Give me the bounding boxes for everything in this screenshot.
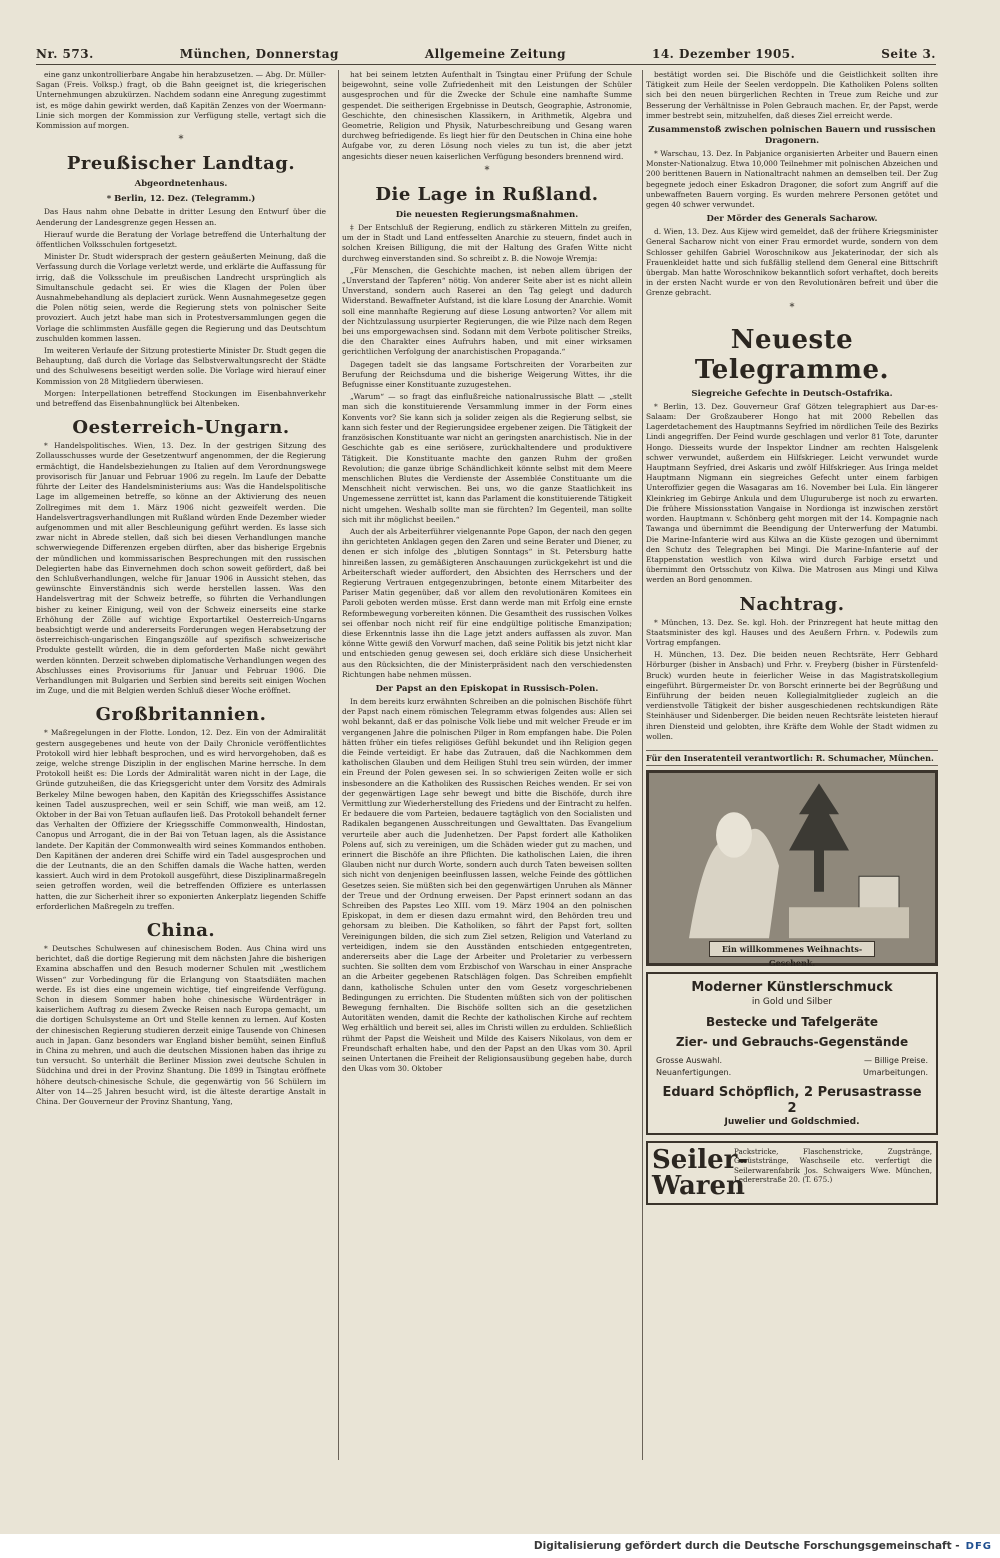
illustration-caption: Ein willkommenes Weihnachts-Geschenk.: [709, 941, 875, 957]
paragraph: In dem bereits kurz erwähnten Schreiben an die polnischen Bischöfe führt der Papst nach einem römischen Telegramm etwas folgendes aus: Allen sei wohl bekannt, daß er das polnische Volk liebe und mit welcher Freude er im vergangenen Jahre die polnischen Pilger in Rom empfangen habe. Die Polen hätten früher ein tiefes religiöses Gefühl bekundet und ihn Religion gegen die Feinde verteidigt. Er habe das Zutrauen, daß die Nachkommen dem katholischen Glauben und dem Heiligen Stuhl treu sein würden, der immer ein Freund der Polen gewesen sei. In so schwierigen Zeiten wolle er sich insbesondere an die Katholiken des Russischen Reiches wenden. Er sei von der gegenwärtigen Lage sehr bewegt und bitte die Bischöfe, durch ihre Vermittlung zur Wiederherstellung des Friedens und der Eintracht zu helfen. Er bedauere die vom Parteien, bedauere tagtäglich von den Socialisten und Radikalen begangenen Ausschreitungen und Gewalttaten. Das Evangelium verurteile aber auch die Judenhetzen. Der Papst fordert alle Katholiken Polens auf, sich zu vereinigen, um die Schäden wieder gut zu machen, und erinnert die Bischöfe an ihre Pflichten. Die katholischen Laien, die ihren Glauben nicht nur durch Worte, sondern auch durch Taten beweisen sollten sich nicht von denjenigen beeinflussen lassen, welche Feinde des göttlichen Gesetzes seien. Sie müßten sich bei den gegenwärtigen Unruhen als Männer der Treue und der Ordnung erweisen. Der Papst erinnert sodann an das Schreiben des Papstes Leo XIII. vom 19. März 1904 an den polnischen Episkopat, in dem er diesen dazu ermahnt wird, den Behörden treu und gehorsam zu bleiben. Die Katholiken, so fährt der Papst fort, sollten Vereinigungen bilden, die sich zum Ziel setzen, Religion und Vaterland zu verteidigen, indem sie den Ausständen entschieden entgegentreten, andererseits aber die Lage der Arbeiter und Proletarier zu verbessern suchten. Sie sollten dem vom Erzbischof von Warschau in einer Ansprache an die Arbeiter gegebenen Ratschlägen folgen. Das Schreiben empfiehlt dann, katholische Schulen unter den vom Gesetz vorgeschriebenen Bedingungen zu errichten. Die Studenten müßten sich von der politischen Bewegung fernhalten. Die Bischöfe sollten sich an die gesetzlichen Autoritäten wenden, damit die Rechte der katholischen Kirche auf rechtem Weg erhältlich und bereit sei, alles im Christi willen zu erdulden. Schließlich rühmt der Papst die Weisheit und Milde des Kaisers Nikolaus, von dem er Freundschaft erhalten habe, und den der Papst an den Ukas vom 30. April seinen Untertanen die Freiheit der Religionsausübung gegeben habe, durch den Ukas vom 30. Oktober: [342, 696, 632, 1074]
ad-line: in Gold und Silber: [751, 997, 833, 1008]
ad-detail: Umarbeitungen.: [863, 1068, 928, 1078]
paragraph: Dagegen tadelt sie das langsame Fortschreiten der Vorarbeiten zur Berufung der Reichsduma und die bisherige Weigerung Wittes, ihr die Befugnisse einer Konstituante zuzugestehen.: [342, 359, 632, 390]
paragraph: d. Wien, 13. Dez. Aus Kijew wird gemeldet, daß der frühere Kriegsminister General Sacharow nicht von einer Frau ermordet wurde, sondern von dem Schlosser gehilfen Gabriel Woroschnikow aus Jekaterinodar, der sich als Frauenkleidet hatte und sich fußfällig stellend dem General eine Bittschrift übergab. Man hatte Woroschnikow bekanntlich sofort verhaftet, doch bereits in der ersten Nacht wurde er von den Revolutionären befreit und über die Grenze gebracht.: [646, 227, 938, 298]
section-title: Neueste Telegramme.: [694, 324, 890, 385]
section-title: Die Lage in Rußland.: [375, 184, 599, 206]
ad-detail: — Billige Preise.: [863, 1056, 928, 1066]
digitization-footer: [0, 1534, 1000, 1558]
separator-star: *: [178, 134, 184, 146]
ad-tagline: Juwelier und Goldschmied.: [724, 1116, 860, 1127]
section-subtitle: Die neuesten Regierungsmaßnahmen.: [395, 210, 579, 221]
newspaper-name: Allgemeine Zeitung: [424, 47, 567, 61]
paragraph: eine ganz unkontrollierbare Angabe hin herabzusetzen. — Abg. Dr. Müller-Sagan (Freis. Volksp.) fragt, ob die Bahn geeignet ist, die kriegerischen Unternehmungen abzukürzen. Nachdem sodann eine Anregung zugestimmt ist, es möge dahin gewirkt werden, daß Kapitän Zenzes von der Woermann-Linie sich morgen der Kommission zur Verfügung stelle, vertagt sich die Kommission auf morgen.: [36, 70, 326, 131]
ad-line: Zier- und Gebrauchs-Gegenstände: [675, 1035, 909, 1050]
ad-headline: Moderner Künstlerschmuck: [691, 980, 893, 996]
column-1: [36, 70, 326, 1460]
separator-star: *: [789, 301, 795, 313]
ad-company: Eduard Schöpflich, 2 Perusastrasse 2: [662, 1084, 922, 1116]
column-3: [646, 70, 938, 1460]
running-head: [36, 44, 936, 65]
paragraph: H. München, 13. Dez. Die beiden neuen Rechtsräte, Herr Gebhard Hörburger (bisher in Ansbach) und Frhr. v. Freyberg (bisher in Fürstenfeld-Bruck) wurden heute in feierlicher Weise in das Magistratskollegium eingeführt. Bürgermeister Dr. von Borscht erinnerte bei der Begrüßung und Einführung der beiden neuen Kollegialmitglieder zugleich an die verdienstvolle Tätigkeit der bisher ausgeschiedenen rechtskundigen Räte Steinhäuser und Sidenberger. Die beiden neuen Rechtsräte leisteten hierauf ihren Diensteid und gelobten, ihre Kräfte dem Wohle der Stadt widmen zu wollen.: [646, 650, 938, 741]
ad-detail: Neuanfertigungen.: [656, 1068, 732, 1078]
paragraph: hat bei seinem letzten Aufenthalt in Tsingtau einer Prüfung der Schule beigewohnt, seine volle Zufriedenheit mit den Leistungen der Schüler ausgesprochen und für die Zwecke der Schule eine namhafte Summe gespendet. Die seitherigen Ergebnisse in Deutsch, Geographie, Astronomie, Geschichte, den chinesischen Klassikern, in Arithmetik, Algebra und Geometrie, Religion und Physik, Naturbeschreibung und Gesang waren durchweg befriedigende. Es liegt hier für den Deutschen in China eine hohe Aufgabe vor, zu deren Lösung noch vieles zu tun ist, die aber jetzt angesichts dieser neuen kaiserlichen Verfügung besonders brennend wird.: [342, 70, 632, 161]
section-title: Preußischer Landtag.: [66, 153, 296, 175]
ad-logo: [652, 1144, 749, 1201]
ad-logo-line: Waren: [652, 1170, 745, 1201]
paragraph: „Warum“ — so fragt das einflußreiche nationalrussische Blatt — „stellt man sich die konstituierende Versammlung immer in der Form eines Konvents vor? Sie kann sich ja solider zeigen als die Regierung selbst, sie kann sich fester und der Regierungsidee ergebener zeigen. Die Tätigkeit der französischen Konstituante war nicht an geringsten anarchistisch. Nie in der Geschichte gab es eine seriösere, zurückhaltendere und produktivere Tätigkeit. Die Konstituante machte den ganzen Ruhm der großen Revolution; die ganze übrige Schändlichkeit könnte selbst mit dem Meere menschlichen Blutes die Verdienste der Assemblée Constituante um die Menschheit nicht verwischen. Bei uns, wo die ganze Staatlichkeit ins Ungemessene zerrüttet ist, kann das Parlament die konstituierende Tätigkeit nicht umgehen. Weshalb sollte man sie fürchten? Im Gegenteil, man sollte sich mit ihr möglichst beeilen.“: [342, 392, 632, 524]
dfg-logo-text: DFG: [965, 1540, 992, 1552]
section-title: Oesterreich-Ungarn.: [72, 417, 290, 439]
paragraph: * Maßregelungen in der Flotte. London, 12. Dez. Ein von der Admiralität gestern ausgegebenes und heute von der Daily Chronicle veröffentlichtes Protokoll wird hier lebhaft besprochen, und es wird hervorgehoben, daß es zeige, welche strenge Disziplin in der englischen Marine herrsche. In dem Protokoll heißt es: Die Lords der Admiralität waren nicht in der Lage, die Gründe gutzuheißen, die das Kriegsgericht unter dem Vorsitz des Admirals Berkeley Milne bewogen haben, den Kapitän des Kriegsschiffes Assistance keinen Tadel auszusprechen, weil er sein Schiff, wie man weiß, am 12. Oktober in der Bai von Tetuan auflaufen ließ. Das Protokoll behandelt ferner das Verhalten der Offiziere der Kriegsschiffe Commonwealth, Hindostan, Canopus und Arrogant, die in der Bai von Tetuan lagen, als die Assistance landete. Der Kapitän der Commonwealth wird seines Kommandos enthoben. Den Kapitänen der anderen drei Schiffe wird ein Tadel ausgesprochen und die der Leutnants, die an den Schiffen damals die Wache hatten, werden kassiert. Auch wird in dem Protokoll ausgeführt, diese Disziplinarmaßregeln seien getroffen worden, weil die betreffenden Offiziere es unterlassen hatten, die zur Sicherheit ihrer so exponierten Ankerplatz liegenden Schiffe erforderlichen Maßregeln zu treffen.: [36, 728, 326, 911]
paragraph: Hierauf wurde die Beratung der Vorlage betreffend die Unterhaltung der öffentlichen Volksschulen fortgesetzt.: [36, 229, 326, 250]
section-subtitle: Abgeordnetenhaus.: [134, 179, 228, 190]
column-rule: [642, 70, 643, 1460]
column-2: [342, 70, 632, 1460]
ad-details-row: [656, 1056, 928, 1066]
paragraph: Minister Dr. Studt widersprach der gestern geäußerten Meinung, daß die Verfassung durch die Vorlage verletzt werde, und erklärte die Auffassung für irrig, daß die Volksschule im preußischen Landrecht ursprünglich als Simultanschule gedacht sei. Er wies die Klagen der Polen über Ausnahmebehandlung als deplaciert zurück. Wenn Ausnahmegesetze gegen die Polen nötig seien, werde die Regierung stets von polnischer Seite provoziert. Auch jetzt habe man sich in Protestversammlungen gegen die Vorlage die schlimmsten Ausfälle gegen die Regierung und das Deutschtum zuschulden kommen lassen.: [36, 252, 326, 343]
paragraph: bestätigt worden sei. Die Bischöfe und die Geistlichkeit sollten ihre Tätigkeit zum Heile der Seelen verdoppeln. Die Katholiken Polens sollten sich bei den neuen bürgerlichen Rechten in Treue zum Reiche und zur Besserung der Verhältnisse in Polen Gebrauch machen. Er, der Papst, werde immer bestrebt sein, mitzuhelfen, daß dieses Ziel erreicht werde.: [646, 70, 938, 120]
paragraph: * Warschau, 13. Dez. In Pabjanice organisierten Arbeiter und Bauern einen Monster-Nationalzug. Etwa 10,000 Teilnehmer mit polnischen Abzeichen und 200 berittenen Bauern in Nationaltracht nahmen an demselben teil. Der Zug begegnete jedoch einer Eskadron Dragoner, die sofort zum Angriff auf die unbewaffneten Bauern vorging. Es wurden mehrere Personen getötet und gegen 40 schwer verwundet.: [646, 149, 938, 210]
imprint-line: Für den Inseratenteil verantwortlich: R. Schumacher, München.: [646, 750, 938, 766]
advertisement-illustration: [646, 770, 938, 969]
dfg-logo-icon: [966, 1541, 992, 1552]
separator-star: *: [484, 164, 490, 176]
section-title: China.: [146, 920, 216, 942]
place-day: München, Donnerstag: [179, 47, 339, 61]
section-subtitle: Der Papst an den Episkopat in Russisch-Polen.: [375, 683, 599, 694]
section-subtitle: Siegreiche Gefechte in Deutsch-Ostafrika.: [691, 388, 893, 399]
section-subtitle: Zusammenstoß zwischen polnischen Bauern und russischen Dragonern.: [648, 125, 936, 147]
paragraph: „Für Menschen, die Geschichte machen, ist neben allem übrigen der „Unverstand der Tapferen“ nötig. Von anderer Seite aber ist es nicht allein Unverstand, sondern auch Raserei an den Tag gelegt und dadurch Widerstand. Bewaffneter Aufstand, ist die klare Losung der Anarchie. Womit soll eine mannhafte Regierung auf diese Losung antworten? Vor allem mit der Nichtzulassung usurpierter Regierungen, die wie Pilze nach dem Regen bei uns emporgewachsen sind. Sodann mit dem Verbote politischer Streiks, die den Charakter eines Aufruhrs haben, und mit einer wirksamen gerichtlichen Verfolgung der anarchistischen Propaganda.“: [342, 265, 632, 357]
ad-line: Bestecke und Tafelgeräte: [705, 1015, 879, 1030]
paragraph: Das Haus nahm ohne Debatte in dritter Lesung den Entwurf über die Aenderung der Landesgrenze gegen Hessen an.: [36, 207, 326, 227]
dateline: * Berlin, 12. Dez. (Telegramm.): [106, 194, 256, 205]
section-title: Großbritannien.: [95, 704, 267, 726]
column-rule: [338, 70, 339, 1460]
paragraph: Auch der als Arbeiterführer vielgenannte Pope Gapon, der nach den gegen ihn gerichteten Anklagen gegen den Zaren und seine Berater und Diener, zu denen er sich infolge des „blutigen Sonntags“ in St. Petersburg hatte hinreißen lassen, zu gemäßigteren Anschauungen zurückgekehrt ist und die Arbeiterschaft wieder auffordert, den Absichten des Herrschers und der Regierung Vertrauen entgegenzubringen, betonte einem Mitarbeiter des Pariser Matin gegenüber, daß vor allem den revolutionären Komitees ein Paroli geboten werden müsse. Erst dann werde man mit Erfolg eine ernste Reformbewegung vorbereiten können. Die Gesamtheit des russischen Volkes sei offenbar noch nicht reif für eine endgültige politische Emanzipation; diese Erkenntnis lasse ihn die Lage jetzt anders auffassen als zuvor. Man könne Witte gewiß den Vorwurf machen, daß seine Politik bis jetzt nicht klar und entschieden genug gewesen sei, doch erkläre sich diese Unsicherheit aus den Rücksichten, die der Ministerpräsident nach den verschiedensten Richtungen habe nehmen müssen.: [342, 526, 632, 679]
paragraph: Im weiteren Verlaufe der Sitzung protestierte Minister Dr. Studt gegen die Behauptung, daß durch die Vorlage das Selbstverwaltungsrecht der Städte und des Schulwesens beseitigt werden solle. Die Vorlage wird hierauf einer Kommission von 28 Mitgliedern überwiesen.: [36, 346, 326, 386]
section-title: Nachtrag.: [739, 593, 845, 615]
section-subtitle: Der Mörder des Generals Sacharow.: [706, 214, 878, 225]
footer-text: Digitalisierung gefördert durch die Deutsche Forschungsgemeinschaft -: [533, 1540, 960, 1552]
paragraph: * Berlin, 13. Dez. Gouverneur Graf Götzen telegraphiert aus Dar-es-Salaam: Der Großzauberer Hongo hat mit 2000 Rebellen das Lagerdetachement des Hauptmanns Seyfried im nördlichen Teile des Bezirks Lindi angegriffen. Der Feind wurde geschlagen und verlor 81 Tote, darunter Hongo. Diesseits wurde der Inspektor Lindner am rechten Halsgelenk schwer verwundet, außerdem ein Hilfskrieger. Leicht verwundet wurde Hauptmann Seyfried, drei Askaris und zwölf Hilfskrieger. Aus Iringa meldet Hauptmann Nigmann ein siegreiches Gefecht unter einem farbigen Unteroffizier gegen die Wasagaras am 16. November bei Lula. Ein längerer Kleinkrieg im Gebirge Ankula und dem Uluguruberge ist noch zu erwarten. Die frühere Missionsstation Vangaise in Nordionga ist inzwischen zerstört worden. Hauptmann v. Schönberg geht morgen mit der 14. Kompagnie nach Tawanga und übernimmt die Beendigung der Unterwerfung der Matumbi. Die Marine-Infanterie wird aus Kilwa an die Küste gezogen und übernimmt den Schutz des Telegraphen bei Mingi. Die Marine-Infanterie auf der Etappenstation westlich von Kilwa wird durch Farbige ersetzt und übernimmt den Ortsschutz von Kilwa. Die Matrosen aus Mingi und Kilwa werden an Bord genommen.: [646, 401, 938, 585]
paragraph: Morgen: Interpellationen betreffend Stockungen im Eisenbahnverkehr und betreffend das Eisenbahnunglück bei Altenbeken.: [36, 388, 326, 409]
issue-date: 14. Dezember 1905.: [651, 47, 796, 61]
ad-text: Packstricke, Flaschenstricke, Zugstränge, Gerüststränge, Waschseile etc. verfertigt die Seilerwarenfabrik Jos. Schwaigers Wwe. München, Ledererstraße 20. (T. 675.): [734, 1146, 932, 1185]
page-number: Seite 3.: [881, 47, 936, 61]
issue-number: Nr. 573.: [36, 47, 94, 61]
ad-logo-line: Seiler-: [652, 1144, 749, 1175]
paragraph: ‡ Der Entschluß der Regierung, endlich zu stärkeren Mitteln zu greifen, um der in Stadt und Land entfesselten Anarchie zu steuern, findet auch in solchen Kreisen Billigung, die mit der Haltung des Grafen Witte nicht durchweg einverstanden sind. So schreibt z. B. die Nowoje Wremja:: [342, 223, 632, 263]
jeweler-advertisement: [646, 972, 938, 1135]
ad-details-row: [656, 1068, 928, 1078]
ad-detail: Grosse Auswahl.: [656, 1056, 722, 1066]
paragraph: * Deutsches Schulwesen auf chinesischem Boden. Aus China wird uns berichtet, daß die dortige Regierung mit dem nächsten Jahre die bisherigen Examina abschaffen und den Besuch moderner Schulen mit „westlichem Wissen“ zur Vorbedingung für die Erlangung von Staatsdiäten machen werde. Es ist dies eine ungemein wichtige, tief eingreifende Verfügung. Schon in diesem Sommer haben hohe chinesische Würdenträger in kaiserlichem Auftrag zu diesem Zwecke Reisen nach Europa gemacht, um die dortigen Schulsysteme an Ort und Stelle kennen zu lernen. Auf Kosten der chinesischen Regierung studieren derzeit einige Tausende von Chinesen auch in Japan. Ganz besonders war England bisher bemüht, seinen Einfluß in China zu mehren, und auch die deutschen Missionen haben das ihrige zu tun versucht. So unterhält die Berliner Mission zwei deutsche Schulen in Südchina und drei in der Provinz Shantung. Die 1899 in Tsingtau eröffnete höhere deutsch-chinesische Schule, die gegenwärtig von 56 Schülern im Alter von 14—25 Jahren besucht wird, ist die älteste derartige Anstalt in China. Der Gouverneur der Provinz Shantung, Yang,: [36, 944, 326, 1107]
illustration-icon: [649, 773, 935, 963]
rope-advertisement: [646, 1141, 938, 1205]
paragraph: * München, 13. Dez. Se. kgl. Hoh. der Prinzregent hat heute mittag den Staatsminister des kgl. Hauses und des Aeußern Frhrn. v. Podewils zum Vortrag empfangen.: [646, 617, 938, 647]
paragraph: * Handelspolitisches. Wien, 13. Dez. In der gestrigen Sitzung des Zollausschusses wurde der Gesetzentwurf angenommen, der die Regierung ermächtigt, die Handelsbeziehungen zu Italien auf dem Verordnungswege provisorisch für Januar und Februar 1906 zu regeln. Im Laufe der Debatte führte der Leiter des Handelsministeriums aus: Was die Handelspolitische Lage im allgemeinen betreffe, so könne an der Aktivierung des neuen Zollregimes mit dem 1. März 1906 nicht gezweifelt werden. Die Handelsvertragsverhandlungen mit Rußland würden Ende Dezember wieder aufgenommen und mit aller Beschleunigung geführt werden. Es lasse sich zwar nicht in Abrede stellen, daß sich bei diesen Verhandlungen manche schwerwiegende Differenzen ergeben dürften, aber das bisherige Ergebnis der mündlichen und kommissarischen Besprechungen mit den russischen Delegierten habe das Einvernehmen doch schon soweit gefördert, daß bei den Schlußverhandlungen, welche für Januar 1906 in Aussicht stehen, das gewünschte Einverständnis sich werde herstellen lassen. Was den Handelsvertrag mit der Schweiz betreffe, so führten die Verhandlungen bisher zu keiner Einigung, weil von der Schweiz einerseits eine starke Erhöhung der Zölle auf wichtige Exportartikel Oesterreich-Ungarns beabsichtigt werde und andererseits Forderungen wegen Herabsetzung der österreichisch-ungarischen Eingangszölle auf spezifisch schweizerische Produkte gestellt würden, die in dem geforderten Maße nicht gewährt werden könnten. Derzeit schweben diplomatische Verhandlungen wegen des Abschlusses eines Provisoriums für Januar und Februar 1906. Die Verhandlungen mit Bulgarien und Serbien sind bereits seit einigen Wochen im Zuge, und die mit Belgien werden Schluß dieser Woche eröffnet.: [36, 441, 326, 696]
